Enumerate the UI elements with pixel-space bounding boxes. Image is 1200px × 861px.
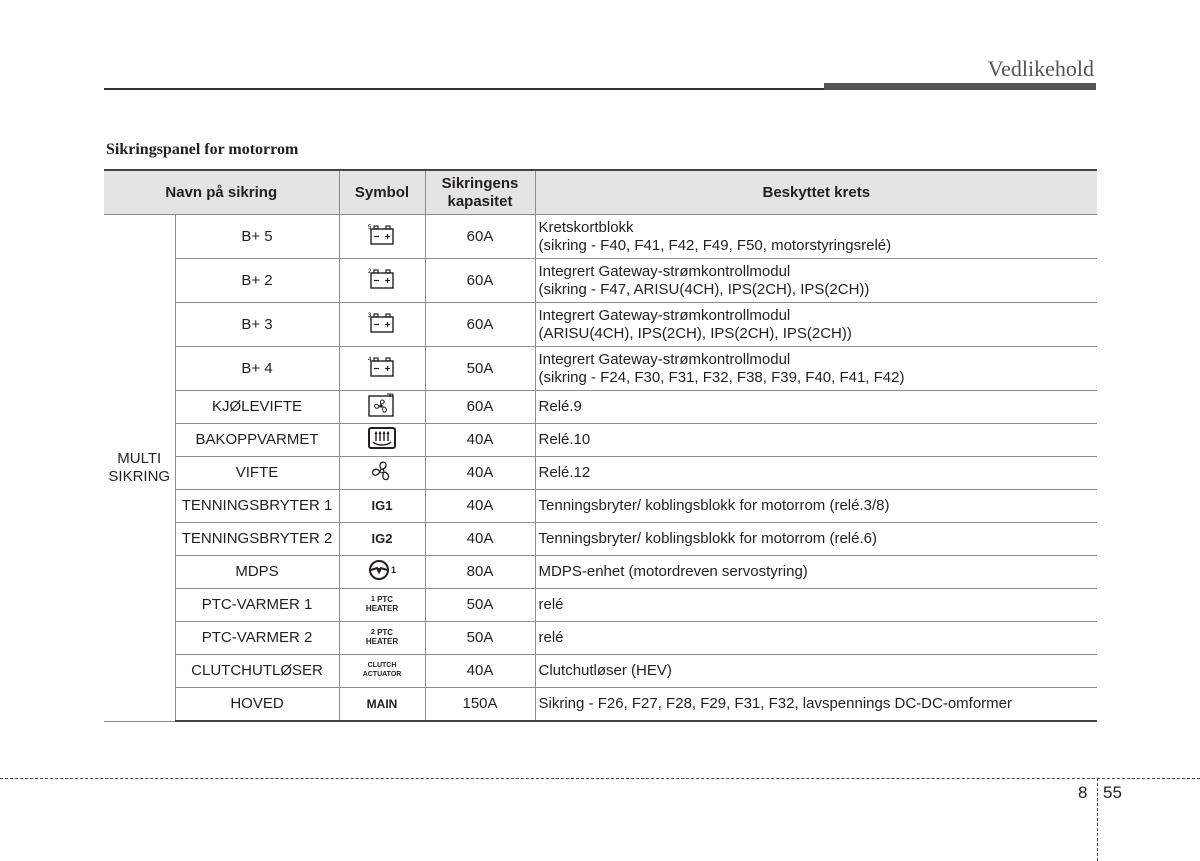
symbol-line: HEATER (365, 603, 399, 613)
fuse-symbol (339, 688, 425, 722)
fuse-capacity: 50A (425, 622, 535, 655)
ig1-symbol: IG1 (371, 498, 393, 513)
table-row (104, 259, 1097, 303)
fuse-symbol (339, 589, 425, 622)
table-row (104, 523, 1097, 556)
fuse-symbol (339, 655, 425, 688)
protected-circuit (535, 303, 1097, 347)
fuse-name: VIFTE (175, 457, 339, 490)
fuse-symbol (339, 424, 425, 457)
battery-number: 4 (368, 357, 372, 363)
circuit-line: (ARISU(4CH), IPS(2CH), IPS(2CH), IPS(2CH)) (538, 324, 852, 342)
table-row (104, 391, 1097, 424)
fuse-capacity: 150A (425, 688, 535, 722)
fuse-name: HOVED (175, 688, 339, 722)
fuse-symbol (339, 347, 425, 391)
header-title: Vedlikehold (987, 56, 1094, 81)
header-symbol: Symbol (339, 170, 425, 215)
footer-divider (0, 778, 1200, 779)
fuse-symbol (339, 391, 425, 424)
fuse-name: BAKOPPVARMET (175, 424, 339, 457)
battery-4-icon (367, 354, 397, 378)
protected-circuit: relé (535, 622, 1097, 655)
main-symbol: MAIN (366, 697, 398, 711)
fuse-table (104, 169, 1097, 722)
group-label-multi-fuse: MULTI SIKRING (104, 215, 175, 722)
fuse-capacity: 40A (425, 523, 535, 556)
fuse-capacity: 60A (425, 303, 535, 347)
steering-wheel-icon (368, 559, 390, 581)
fuse-symbol (339, 556, 425, 589)
mdps-symbol (368, 559, 396, 581)
table-row (104, 347, 1097, 391)
symbol-line: CLUTCH (367, 662, 397, 669)
fuse-name: TENNINGSBRYTER 2 (175, 523, 339, 556)
protected-circuit: MDPS-enhet (motordreven servostyring) (535, 556, 1097, 589)
symbol-line: PTC (377, 627, 394, 637)
protected-circuit: Tenningsbryter/ koblingsblokk for motorrom (relé.3/8) (535, 490, 1097, 523)
fuse-symbol (339, 215, 425, 259)
battery-5-icon (367, 222, 397, 246)
protected-circuit: Relé.10 (535, 424, 1097, 457)
cooling-fan-icon (367, 392, 397, 418)
fuse-capacity: 40A (425, 424, 535, 457)
battery-2-icon (367, 266, 397, 290)
battery-number: 2 (368, 269, 372, 275)
table-header-row (104, 170, 1097, 215)
section-title: Sikringspanel for motorrom (106, 141, 299, 158)
header-capacity: Sikringens kapasitet (425, 170, 535, 215)
blower-fan-icon (369, 459, 395, 483)
fuse-capacity: 60A (425, 259, 535, 303)
battery-number: 5 (368, 225, 372, 231)
mdps-number: 1 (391, 564, 397, 575)
protected-circuit (535, 215, 1097, 259)
fuse-name: B+ 5 (175, 215, 339, 259)
ig2-symbol: IG2 (371, 531, 393, 546)
circuit-line: (sikring - F24, F30, F31, F32, F38, F39, F40, F41, F42) (538, 368, 905, 386)
chapter-number: 8 (1078, 783, 1088, 802)
circuit-line: (sikring - F40, F41, F42, F49, F50, motorstyringsrelé) (538, 236, 892, 254)
table-row (104, 622, 1097, 655)
fuse-capacity: 50A (425, 589, 535, 622)
symbol-number: 1 (370, 595, 375, 603)
fuse-symbol (339, 523, 425, 556)
table-row (104, 655, 1097, 688)
circuit-line: Kretskortblokk (538, 218, 634, 236)
protected-circuit: relé (535, 589, 1097, 622)
table-row (104, 556, 1097, 589)
table-row (104, 688, 1097, 722)
protected-circuit (535, 347, 1097, 391)
header-rule-accent (824, 83, 1096, 90)
circuit-line: (sikring - F47, ARISU(4CH), IPS(2CH), IPS(2CH)) (538, 280, 870, 298)
table-row (104, 303, 1097, 347)
header-protected-circuit: Beskyttet krets (535, 170, 1097, 215)
fuse-name: PTC-VARMER 2 (175, 622, 339, 655)
table-row (104, 589, 1097, 622)
rear-defroster-icon (367, 426, 397, 450)
symbol-line: ACTUATOR (362, 671, 402, 678)
fuse-capacity: 60A (425, 215, 535, 259)
fuse-name: TENNINGSBRYTER 1 (175, 490, 339, 523)
circuit-line: Integrert Gateway-strømkontrollmodul (538, 262, 791, 280)
fuse-name: KJØLEVIFTE (175, 391, 339, 424)
battery-3-icon (367, 310, 397, 334)
fuse-symbol (339, 490, 425, 523)
fuse-capacity: 40A (425, 655, 535, 688)
fuse-symbol (339, 457, 425, 490)
table-row (104, 490, 1097, 523)
fuse-name: MDPS (175, 556, 339, 589)
fuse-name: PTC-VARMER 1 (175, 589, 339, 622)
footer-vertical-divider (1097, 778, 1098, 861)
symbol-number: 2 (370, 628, 375, 636)
protected-circuit: Tenningsbryter/ koblingsblokk for motorrom (relé.6) (535, 523, 1097, 556)
fuse-name: B+ 3 (175, 303, 339, 347)
page-number: 55 (1103, 783, 1122, 802)
fuse-name: B+ 2 (175, 259, 339, 303)
protected-circuit: Sikring - F26, F27, F28, F29, F31, F32, lavspennings DC-DC-omformer (535, 688, 1097, 722)
fuse-capacity: 80A (425, 556, 535, 589)
table-row (104, 424, 1097, 457)
fuse-symbol (339, 622, 425, 655)
fuse-name: CLUTCHUTLØSER (175, 655, 339, 688)
header-fuse-name: Navn på sikring (104, 170, 339, 215)
table-row (104, 457, 1097, 490)
fuse-name: B+ 4 (175, 347, 339, 391)
fuse-capacity: 50A (425, 347, 535, 391)
fuse-symbol (339, 259, 425, 303)
fuse-symbol (339, 303, 425, 347)
table-row (104, 215, 1097, 259)
ptc-heater-2-symbol (366, 628, 398, 646)
fuse-capacity: 40A (425, 457, 535, 490)
ptc-heater-1-symbol (366, 595, 398, 613)
battery-number: 3 (368, 313, 372, 319)
clutch-actuator-symbol (363, 661, 402, 679)
fuse-capacity: 40A (425, 490, 535, 523)
protected-circuit: Relé.12 (535, 457, 1097, 490)
fuse-capacity: 60A (425, 391, 535, 424)
protected-circuit: Clutchutløser (HEV) (535, 655, 1097, 688)
protected-circuit: Relé.9 (535, 391, 1097, 424)
circuit-line: Integrert Gateway-strømkontrollmodul (538, 350, 791, 368)
protected-circuit (535, 259, 1097, 303)
symbol-line: HEATER (365, 636, 399, 646)
symbol-line: PTC (377, 594, 394, 604)
circuit-line: Integrert Gateway-strømkontrollmodul (538, 306, 791, 324)
